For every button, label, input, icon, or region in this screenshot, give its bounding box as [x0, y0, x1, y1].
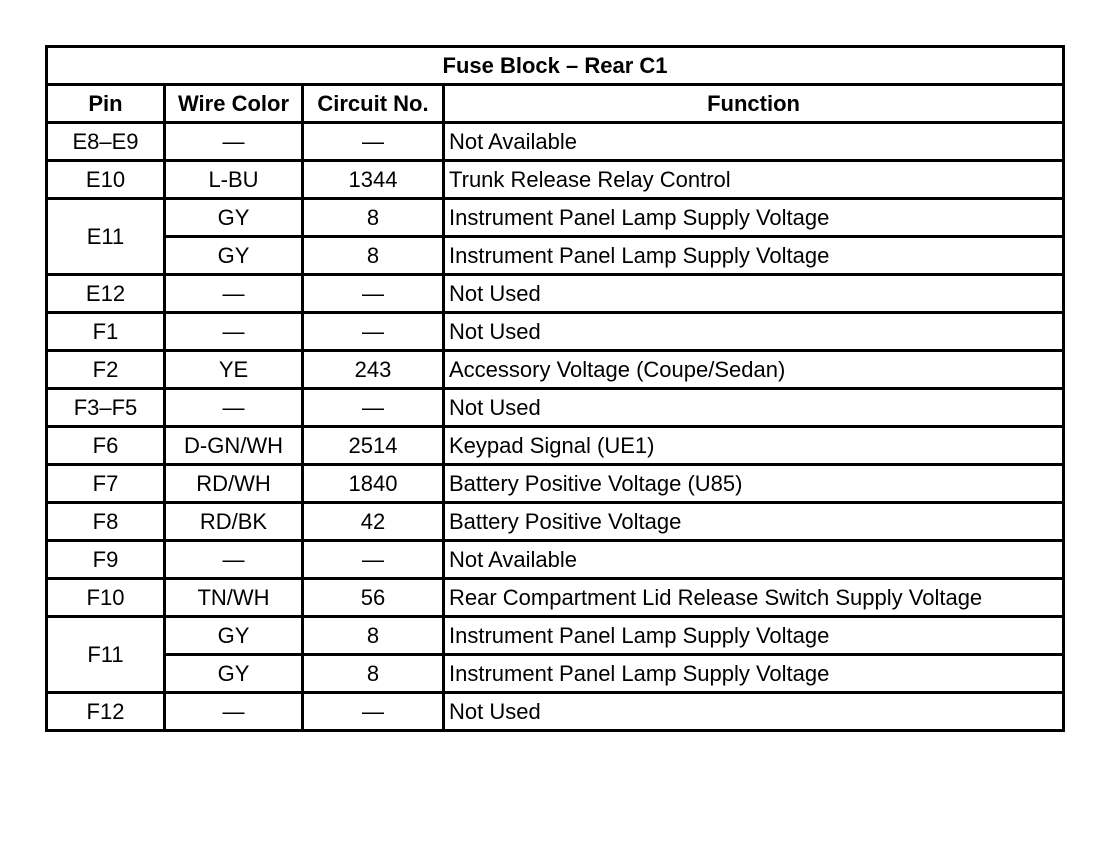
circuit-cell: 243: [303, 351, 444, 389]
table-row: [47, 199, 1064, 237]
function-cell: Not Used: [444, 389, 1064, 427]
pin-cell: F11: [47, 617, 165, 693]
wire-color-cell: D-GN/WH: [165, 427, 303, 465]
wire-color-cell: —: [165, 123, 303, 161]
table-row: [47, 465, 1064, 503]
circuit-cell: —: [303, 275, 444, 313]
pin-cell: F9: [47, 541, 165, 579]
title-row: [47, 47, 1064, 85]
function-cell: Not Used: [444, 693, 1064, 731]
function-cell: Battery Positive Voltage: [444, 503, 1064, 541]
table-title: Fuse Block – Rear C1: [47, 47, 1064, 85]
table-row: [47, 275, 1064, 313]
circuit-cell: 1344: [303, 161, 444, 199]
function-cell: Instrument Panel Lamp Supply Voltage: [444, 237, 1064, 275]
circuit-cell: —: [303, 313, 444, 351]
function-cell: Accessory Voltage (Coupe/Sedan): [444, 351, 1064, 389]
function-cell: Not Used: [444, 275, 1064, 313]
function-cell: Battery Positive Voltage (U85): [444, 465, 1064, 503]
circuit-cell: 1840: [303, 465, 444, 503]
wire-color-cell: GY: [165, 617, 303, 655]
wire-color-cell: RD/BK: [165, 503, 303, 541]
wire-color-cell: —: [165, 275, 303, 313]
column-header-pin: Pin: [47, 85, 165, 123]
function-cell: Not Available: [444, 541, 1064, 579]
wire-color-cell: —: [165, 541, 303, 579]
pin-cell: E12: [47, 275, 165, 313]
pin-cell: F10: [47, 579, 165, 617]
function-cell: Instrument Panel Lamp Supply Voltage: [444, 199, 1064, 237]
pin-cell: F2: [47, 351, 165, 389]
wire-color-cell: GY: [165, 237, 303, 275]
wire-color-cell: GY: [165, 199, 303, 237]
circuit-cell: —: [303, 693, 444, 731]
table-row: [47, 541, 1064, 579]
pin-cell: F6: [47, 427, 165, 465]
table-row: [47, 313, 1064, 351]
circuit-cell: —: [303, 389, 444, 427]
pin-cell: E8–E9: [47, 123, 165, 161]
function-cell: Not Available: [444, 123, 1064, 161]
wire-color-cell: —: [165, 389, 303, 427]
circuit-cell: 8: [303, 655, 444, 693]
wire-color-cell: GY: [165, 655, 303, 693]
table-row: [47, 693, 1064, 731]
pin-cell: F8: [47, 503, 165, 541]
table-row: [47, 427, 1064, 465]
column-header-wire-color: Wire Color: [165, 85, 303, 123]
wire-color-cell: YE: [165, 351, 303, 389]
pin-cell: F1: [47, 313, 165, 351]
circuit-cell: 8: [303, 237, 444, 275]
column-header-circuit-no: Circuit No.: [303, 85, 444, 123]
function-cell: Keypad Signal (UE1): [444, 427, 1064, 465]
function-cell: Rear Compartment Lid Release Switch Supply Voltage: [444, 579, 1064, 617]
table-row: [47, 237, 1064, 275]
circuit-cell: 8: [303, 199, 444, 237]
circuit-cell: —: [303, 541, 444, 579]
column-header-function: Function: [444, 85, 1064, 123]
pin-cell: F3–F5: [47, 389, 165, 427]
pin-cell: F12: [47, 693, 165, 731]
function-cell: Trunk Release Relay Control: [444, 161, 1064, 199]
function-cell: Instrument Panel Lamp Supply Voltage: [444, 617, 1064, 655]
table-row: [47, 655, 1064, 693]
circuit-cell: 56: [303, 579, 444, 617]
table-row: [47, 123, 1064, 161]
header-row: [47, 85, 1064, 123]
pin-cell: E10: [47, 161, 165, 199]
table-row: [47, 389, 1064, 427]
circuit-cell: 42: [303, 503, 444, 541]
fuse-block-table: [45, 45, 1065, 732]
function-cell: Instrument Panel Lamp Supply Voltage: [444, 655, 1064, 693]
circuit-cell: —: [303, 123, 444, 161]
pin-cell: F7: [47, 465, 165, 503]
circuit-cell: 2514: [303, 427, 444, 465]
pin-cell: E11: [47, 199, 165, 275]
wire-color-cell: RD/WH: [165, 465, 303, 503]
wire-color-cell: L-BU: [165, 161, 303, 199]
circuit-cell: 8: [303, 617, 444, 655]
table-row: [47, 579, 1064, 617]
table-row: [47, 351, 1064, 389]
table-row: [47, 161, 1064, 199]
wire-color-cell: —: [165, 313, 303, 351]
wire-color-cell: —: [165, 693, 303, 731]
table-row: [47, 503, 1064, 541]
function-cell: Not Used: [444, 313, 1064, 351]
table-row: [47, 617, 1064, 655]
wire-color-cell: TN/WH: [165, 579, 303, 617]
